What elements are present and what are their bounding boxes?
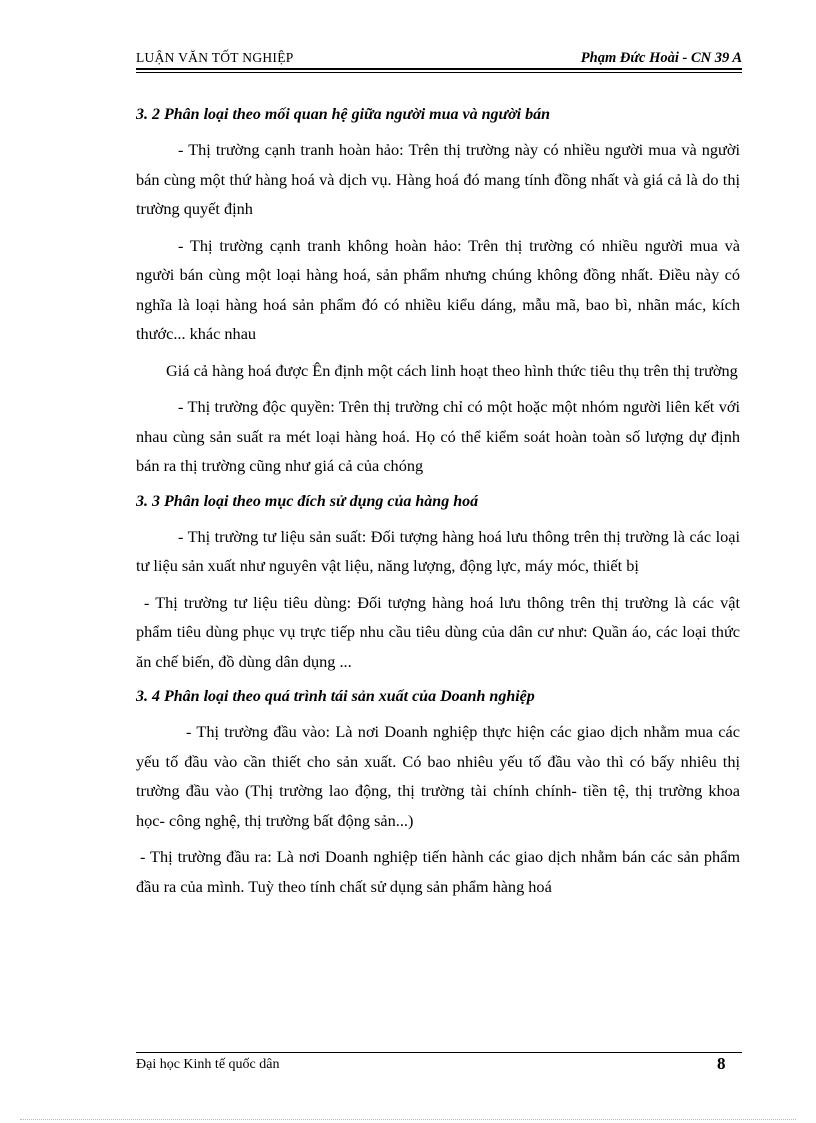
page-edge-divider bbox=[20, 1119, 796, 1120]
header-thesis-title: LUẬN VĂN TỐT NGHIỆP bbox=[136, 50, 294, 65]
paragraph: - Thị trường tư liệu tiêu dùng: Đối tượng hàng hoá lưu thông trên thị trường là các vật phẩm tiêu dùng phục vụ trực tiếp nhu cầu tiêu dùng của dân cư như: Quần áo, các loại thức ăn chế biến, đồ dùng dân dụng ... bbox=[136, 592, 740, 671]
header-author: Phạm Đức Hoài - CN 39 A bbox=[580, 50, 742, 66]
paragraph: - Thị trường độc quyền: Trên thị trường chỉ có một hoặc một nhóm người liên kết với nhau cùng sản suất ra mét loại hàng hoá. Họ có thể kiểm soát hoàn toàn số lượng dự định bán ra thị trường cũng như giá cả của chóng bbox=[136, 397, 740, 475]
page-number: 8 bbox=[717, 1054, 726, 1073]
paragraph: Giá cả hàng hoá được Ên định một cách linh hoạt theo hình thức tiêu thụ trên thị trường bbox=[166, 360, 738, 380]
section-heading: 3. 2 Phân loại theo mối quan hệ giữa người mua và người bán bbox=[136, 106, 550, 123]
paragraph: - Thị trường cạnh tranh không hoàn hảo: Trên thị trường có nhiều người mua và người bán cùng một loại hàng hoá, sản phẩm nhưng chúng không đồng nhất. Điều này có nghĩa là loại hàng hoá sản phẩm đó có nhiều kiểu dáng, mẫu mã, bao bì, nhãn mác, kích thước... khác nhau bbox=[136, 235, 740, 343]
page-body bbox=[136, 101, 740, 908]
footer-university: Đại học Kinh tế quốc dân bbox=[136, 1057, 280, 1072]
paragraph: - Thị trường đầu ra: Là nơi Doanh nghiệp tiến hành các giao dịch nhằm bán các sản phẩm đầu ra của mình. Tuỳ theo tính chất sử dụng sản phẩm hàng hoá bbox=[136, 847, 740, 896]
header-rule bbox=[136, 68, 742, 70]
paragraph: - Thị trường cạnh tranh hoàn hảo: Trên thị trường này có nhiều người mua và người bán cùng một thứ hàng hoá và dịch vụ. Hàng hoá đó mang tính đồng nhất và giá cả là do thị trường quyết định bbox=[136, 140, 740, 218]
page-header bbox=[136, 50, 742, 70]
section-heading: 3. 3 Phân loại theo mục đích sử dụng của hàng hoá bbox=[136, 492, 479, 510]
header-rule-thin bbox=[136, 72, 742, 73]
paragraph: - Thị trường đầu vào: Là nơi Doanh nghiệp thực hiện các giao dịch nhằm mua các yếu tố đầu vào cần thiết cho sản xuất. Có bao nhiêu yếu tố đầu vào thì có bấy nhiêu thị trường đầu vào (Thị trường lao động, thị trường tài chính chính- tiền tệ, thị trường khoa học- công nghệ, thị trường bất động sản...) bbox=[136, 722, 740, 830]
section-heading: 3. 4 Phân loại theo quá trình tái sản xuất của Doanh nghiệp bbox=[136, 688, 535, 705]
footer-rule bbox=[136, 1052, 742, 1053]
paragraph: - Thị trường tư liệu sản suất: Đối tượng hàng hoá lưu thông trên thị trường là các loại tư liệu sản xuất như nguyên vật liệu, năng lượng, động lực, máy móc, thiết bị bbox=[136, 526, 740, 575]
